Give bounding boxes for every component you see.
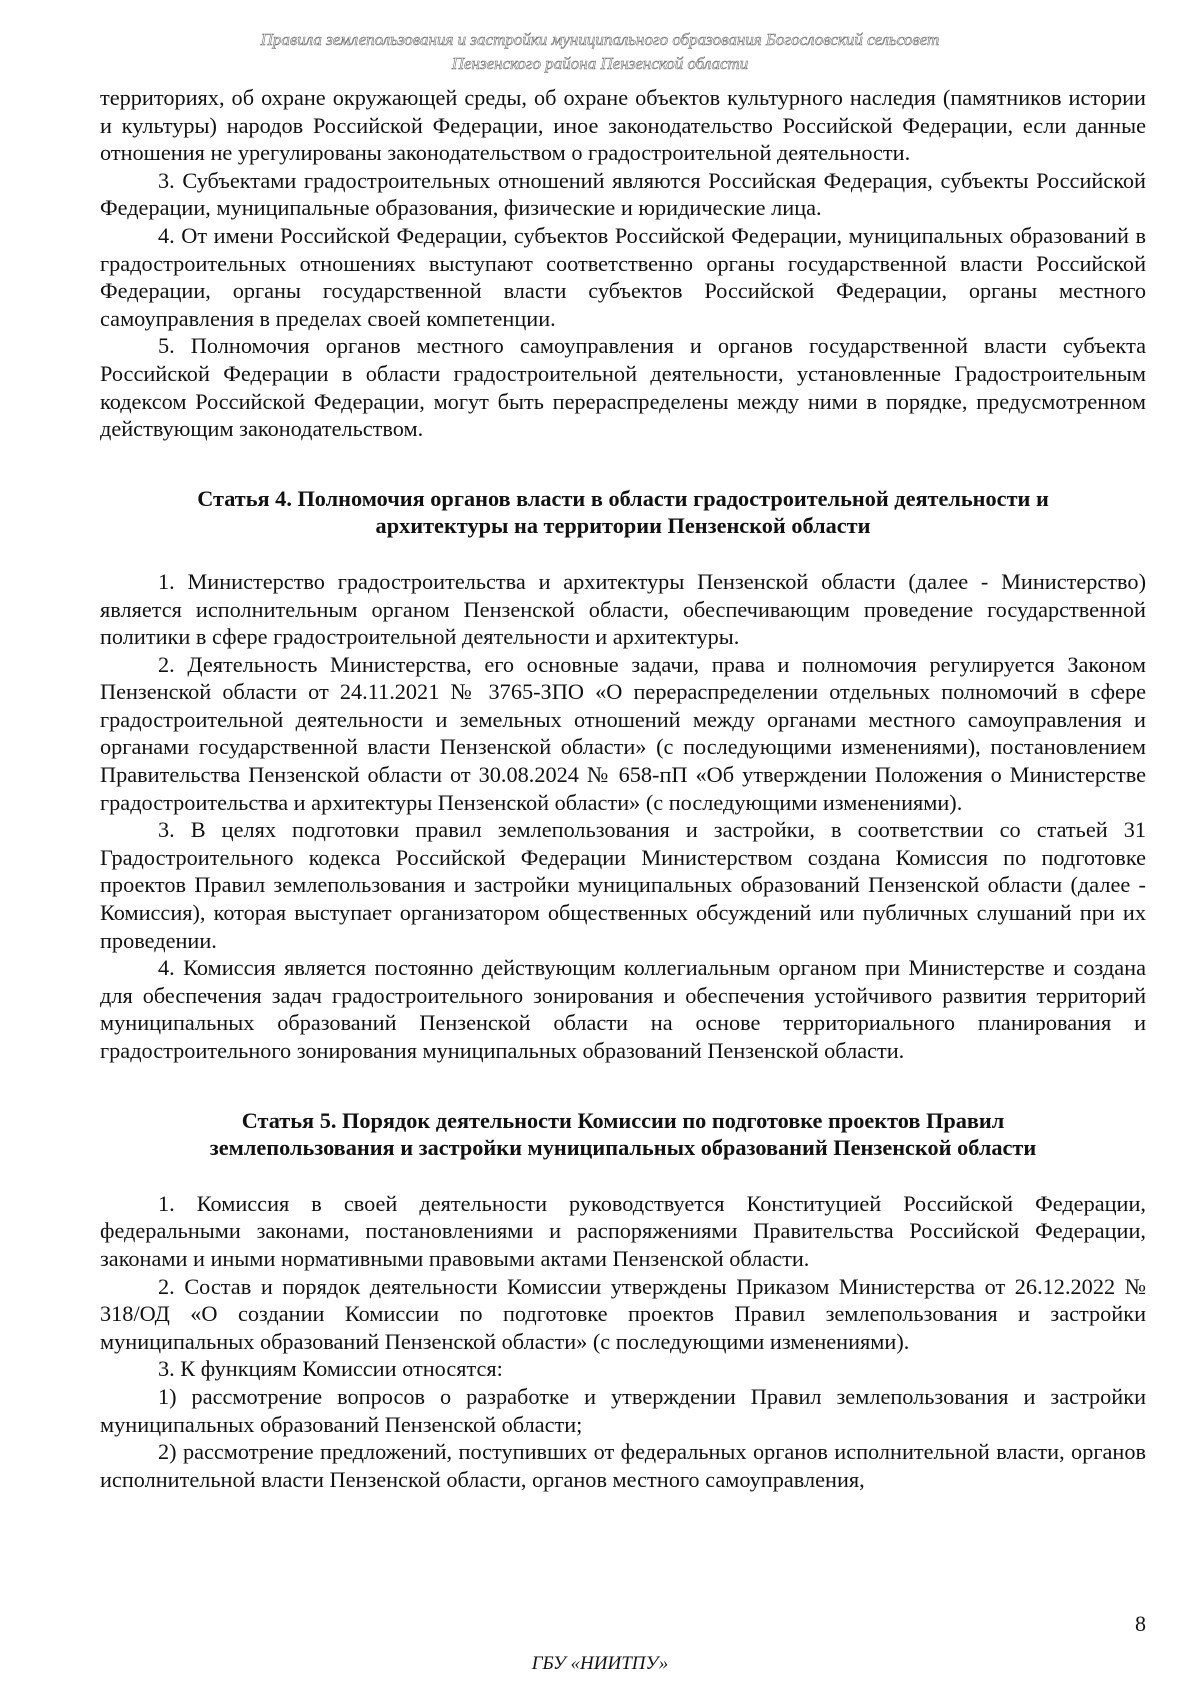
article-5-paragraph-3: 3. К функциям Комиссии относятся: xyxy=(158,1356,503,1382)
article-4-title-line-2: архитектуры на территории Пензенской области xyxy=(375,513,871,539)
intro-paragraph-4: 4. От имени Российской Федерации, субъектов Российской Федерации, муниципальных образований в градостроительных отношениях выступают соответственно органы государственной власти Российской Федерации, органы государственной власти субъектов Российской Федерации, органы местного самоуправления в пределах своей компетенции. xyxy=(100,222,1146,331)
article-5-paragraph-1: 1. Комиссия в своей деятельности руководствуется Конституцией Российской Федерации, федеральными законами, постановлениями и распоряжениями Правительства Российской Федерации, законами и иными нормативными правовыми актами Пензенской области. xyxy=(100,1190,1146,1271)
article-4-paragraph-2: 2. Деятельность Министерства, его основные задачи, права и полномочия регулируется Законом Пензенской области от 24.11.2021 № 3765-ЗПО «О перераспределении отдельных полномочий в сфере градостроительной деятельности и земельных отношений между органами местного самоуправления и органами государственной власти Пензенской области» (с последующими изменениями), постановлением Правительства Пензенской области от 30.08.2024 № 658-пП «Об утверждении Положения о Министерстве градостроительства и архитектуры Пензенской области» (с последующими изменениями). xyxy=(100,651,1146,815)
running-header-line-1: Правила землепользования и застройки муниципального образования Богословский сельсовет xyxy=(260,30,940,49)
article-4-paragraph-1: 1. Министерство градостроительства и архитектуры Пензенской области (далее - Министерство) является исполнительным органом Пензенской области, обеспечивающим проведение государственной политики в сфере градостроительной деятельности и архитектуры. xyxy=(100,568,1146,650)
article-5-title-line-1: Статья 5. Порядок деятельности Комиссии по подготовке проектов Правил xyxy=(241,1107,1005,1133)
document-body xyxy=(100,84,1146,1493)
spacer xyxy=(100,1162,1146,1190)
article-5-title-line-2: землепользования и застройки муниципальных образований Пензенской области xyxy=(209,1135,1037,1161)
article-5-paragraph-2: 2. Состав и порядок деятельности Комиссии утверждены Приказом Министерства от 26.12.2022 № 318/ОД «О создании Комиссии по подготовке проектов Правил землепользования и застройки муниципальных образований Пензенской области» (с последующими изменениями). xyxy=(100,1273,1146,1354)
intro-paragraph-3: 3. Субъектами градостроительных отношений являются Российская Федерация, субъекты Российской Федерации, муниципальные образования, физические и юридические лица. xyxy=(100,167,1146,221)
intro-paragraph-5: 5. Полномочия органов местного самоуправления и органов государственной власти субъекта Российской Федерации в области градостроительной деятельности, установленные Градостроительным кодексом Российской Федерации, могут быть перераспределены между ними в порядке, предусмотренном действующим законодательством. xyxy=(100,333,1146,442)
spacer xyxy=(100,540,1146,568)
article-5-list-item-1: 1) рассмотрение вопросов о разработке и утверждении Правил землепользования и застройки муниципальных образований Пензенской области; xyxy=(100,1383,1146,1437)
footer-organization: ГБУ «НИИТПУ» xyxy=(531,1653,669,1674)
spacer xyxy=(100,1065,1146,1107)
running-header xyxy=(150,28,1050,76)
article-4-paragraph-4: 4. Комиссия является постоянно действующим коллегиальным органом при Министерстве и создана для обеспечения задач градостроительного зонирования и обеспечения устойчивого развития территорий муниципальных образований Пензенской области на основе территориального планирования и градостроительного зонирования муниципальных образований Пензенской области. xyxy=(100,955,1146,1063)
page-number: 8 xyxy=(1135,1611,1146,1636)
article-4-paragraph-3: 3. В целях подготовки правил землепользования и застройки, в соответствии со статьей 31 Градостроительного кодекса Российской Федерации Министерством создана Комиссия по подготовке проектов Правил землепользования и застройки муниципальных образований Пензенской области (далее - Комиссия), которая выступает организатором общественных обсуждений или публичных слушаний при их проведении. xyxy=(100,817,1146,953)
article-5-list-item-2: 2) рассмотрение предложений, поступивших от федеральных органов исполнительной власти, органов исполнительной власти Пензенской области, органов местного самоуправления, xyxy=(100,1439,1146,1492)
running-header-line-2: Пензенского района Пензенской области xyxy=(451,54,749,73)
article-4-title-line-1: Статья 4. Полномочия органов власти в области градостроительной деятельности и xyxy=(197,485,1049,511)
article-4-heading xyxy=(100,485,1146,540)
spacer xyxy=(100,443,1146,485)
intro-paragraph-continued: территориях, об охране окружающей среды, об охране объектов культурного наследия (памятников истории и культуры) народов Российской Федерации, иное законодательство Российской Федерации, если данные отношения не урегулированы законодательством о градостроительной деятельности. xyxy=(100,85,1146,166)
article-5-heading xyxy=(100,1107,1146,1162)
